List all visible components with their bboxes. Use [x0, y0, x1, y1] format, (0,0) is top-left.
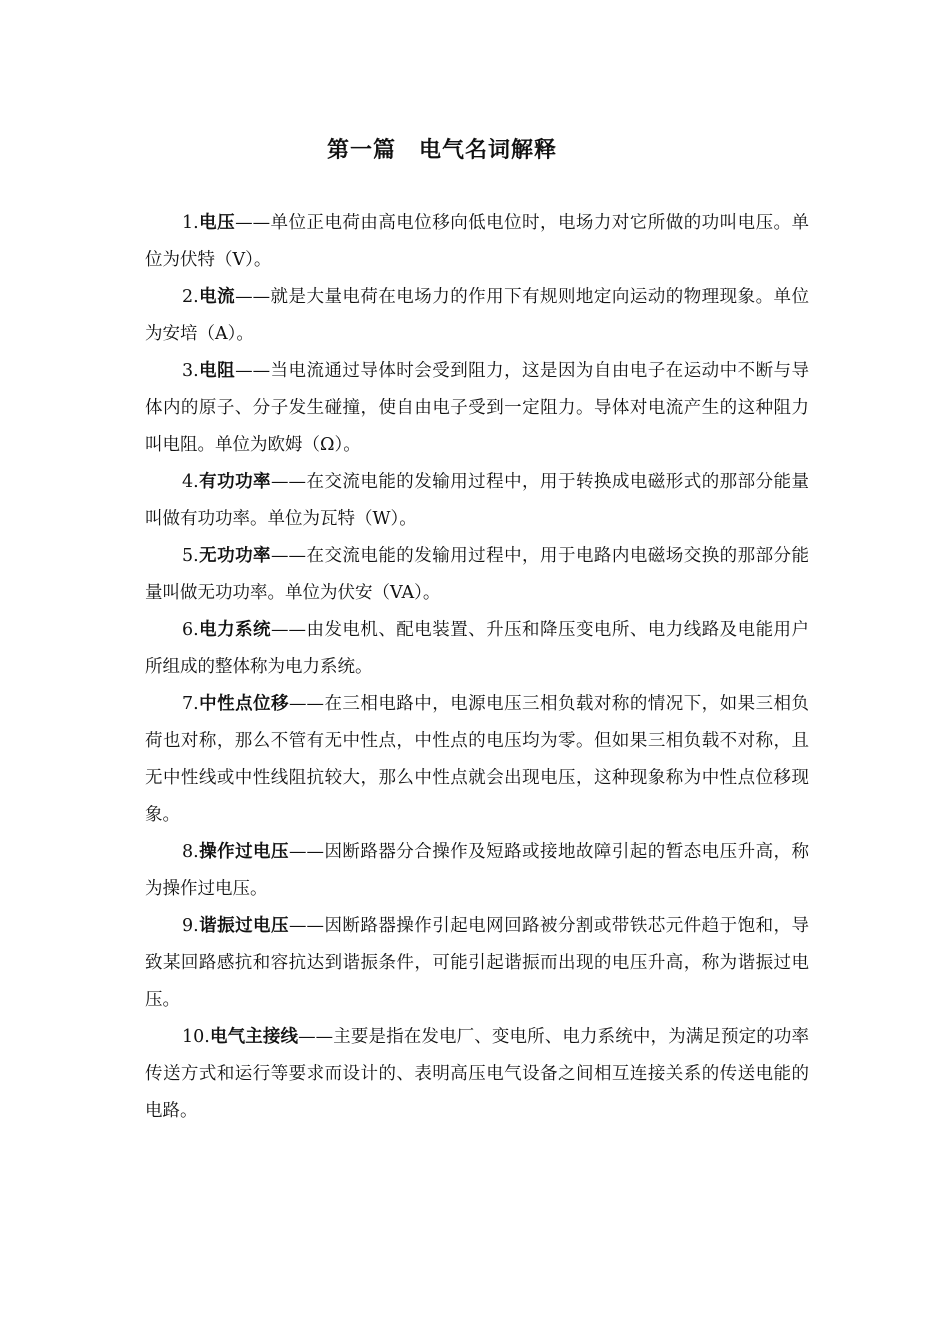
entry-definition: ——单位正电荷由高电位移向低电位时，电场力对它所做的功叫电压。单位为伏特（V）。 [145, 213, 809, 270]
definitions-list [145, 205, 809, 1130]
entry-definition: ——在交流电能的发输用过程中，用于电路内电磁场交换的那部分能量叫做无功功率。单位为伏安（VA）。 [145, 546, 810, 603]
entry-definition: ——在交流电能的发输用过程中，用于转换成电磁形式的那部分能量叫做有功功率。单位为瓦特（W）。 [145, 472, 810, 529]
entry-term: 电阻 [198, 361, 236, 381]
definition-entry [145, 464, 809, 538]
definition-entry [145, 279, 809, 353]
entry-number: 8. [182, 842, 199, 862]
entry-number: 1. [182, 213, 199, 233]
entry-number: 2. [182, 287, 199, 307]
entry-term: 电流 [198, 287, 236, 307]
entry-definition: ——当电流通过导体时会受到阻力，这是因为自由电子在运动中不断与导体内的原子、分子发生碰撞，使自由电子受到一定阻力。导体对电流产生的这种阻力叫电阻。单位为欧姆（Ω）。 [145, 361, 809, 455]
entry-definition: ——由发电机、配电装置、升压和降压变电所、电力线路及电能用户所组成的整体称为电力系统。 [145, 620, 810, 677]
entry-number: 3. [182, 361, 199, 381]
entry-number: 6. [182, 620, 199, 640]
entry-definition: ——因断路器分合操作及短路或接地故障引起的暂态电压升高，称为操作过电压。 [145, 842, 809, 899]
definition-entry [145, 205, 809, 279]
entry-term: 中性点位移 [198, 694, 289, 714]
definition-entry [145, 612, 809, 686]
entry-term: 电气主接线 [209, 1027, 299, 1047]
page-title: 第一篇 电气名词解释 [326, 138, 557, 163]
entry-definition: ——就是大量电荷在电场力的作用下有规则地定向运动的物理现象。单位为安培（A）。 [145, 287, 809, 344]
entry-number: 7. [182, 694, 199, 714]
entry-number: 4. [182, 472, 199, 492]
entry-number: 5. [182, 546, 199, 566]
entry-number: 9. [182, 916, 199, 936]
entry-term: 操作过电压 [198, 842, 289, 862]
entry-term: 有功功率 [198, 472, 272, 492]
definition-entry [145, 834, 809, 908]
entry-term: 谐振过电压 [198, 916, 289, 936]
entry-definition: ——主要是指在发电厂、变电所、电力系统中，为满足预定的功率传送方式和运行等要求而设计的、表明高压电气设备之间相互连接关系的传送电能的电路。 [145, 1027, 810, 1121]
definition-entry [145, 908, 809, 1019]
entry-term: 电压 [198, 213, 236, 233]
entry-number: 10. [182, 1027, 210, 1047]
definition-entry [145, 538, 809, 612]
definition-entry [145, 686, 809, 834]
definition-entry [145, 353, 809, 464]
entry-term: 电力系统 [198, 620, 272, 640]
entry-definition: ——因断路器操作引起电网回路被分割或带铁芯元件趋于饱和，导致某回路感抗和容抗达到谐振条件，可能引起谐振而出现的电压升高，称为谐振过电压。 [145, 916, 809, 1010]
definition-entry [145, 1019, 809, 1130]
entry-term: 无功功率 [198, 546, 272, 566]
entry-definition: ——在三相电路中，电源电压三相负载对称的情况下，如果三相负荷也对称，那么不管有无中性点，中性点的电压均为零。但如果三相负载不对称，且无中性线或中性线阻抗较大，那么中性点就会出现电压，这种现象称为中性点位移现象。 [145, 694, 809, 825]
